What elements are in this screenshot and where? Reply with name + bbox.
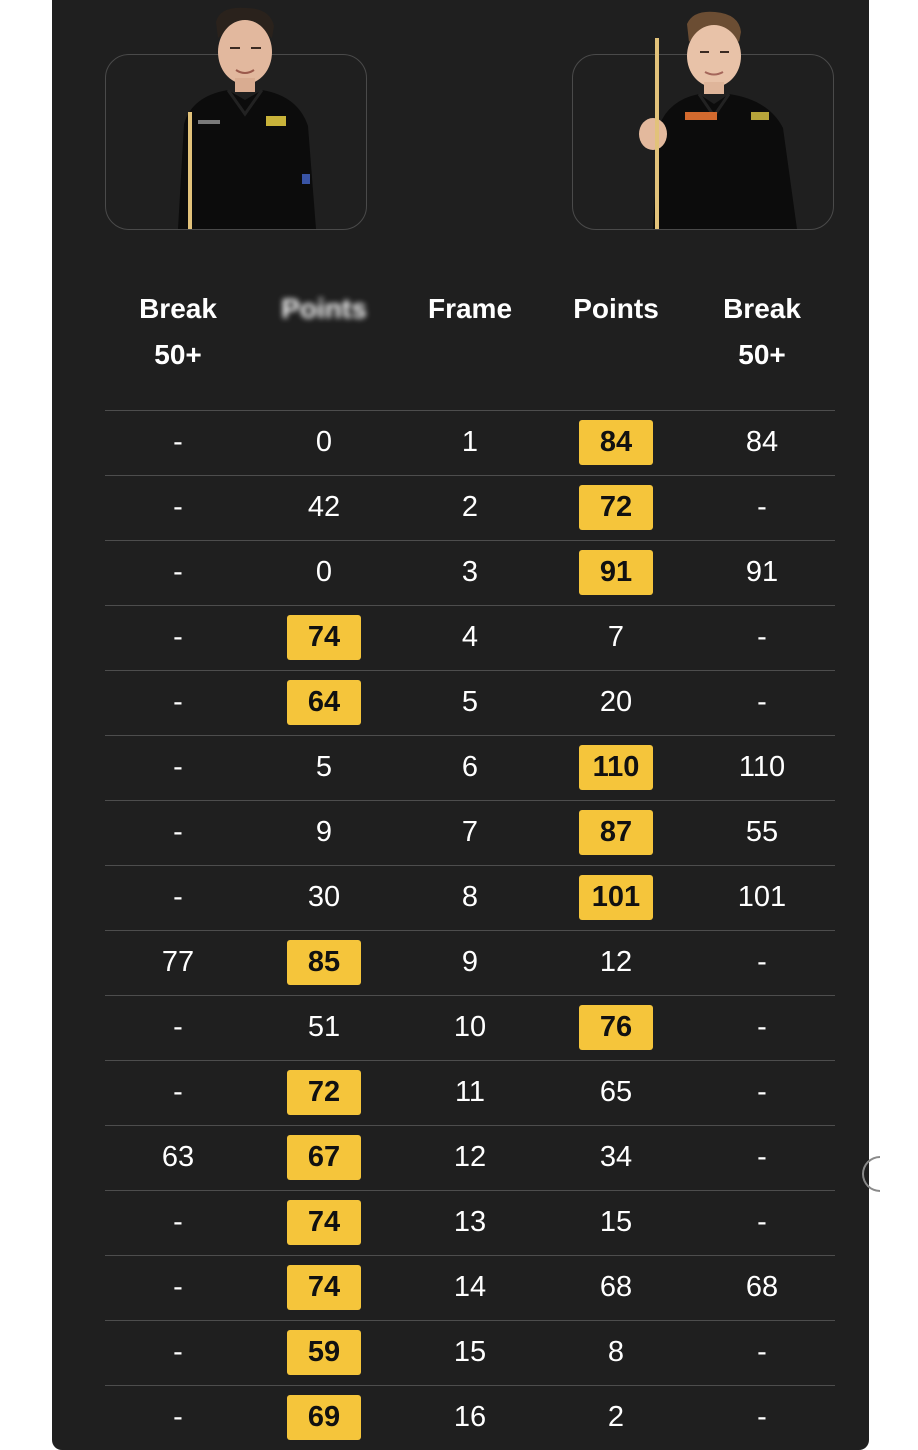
scoreboard-panel [52, 0, 869, 1450]
left-break-cell [105, 801, 251, 864]
left-break-value: - [173, 491, 183, 523]
right-break-value: - [757, 1141, 767, 1173]
right-break-cell [689, 931, 835, 994]
frame-cell [397, 801, 543, 864]
right-break-value: 91 [745, 556, 779, 588]
table-row [105, 865, 835, 930]
right-break-value: - [757, 686, 767, 718]
right-break-value: 110 [738, 751, 786, 783]
right-break-value: 101 [737, 881, 787, 913]
right-break-cell [689, 411, 835, 474]
frame-cell [397, 541, 543, 604]
frame-number: 5 [461, 686, 479, 718]
right-break-cell [689, 866, 835, 929]
left-points-value: 72 [287, 1070, 361, 1115]
frame-number: 7 [461, 816, 479, 848]
frame-cell [397, 476, 543, 539]
frame-number: 9 [461, 946, 479, 978]
right-points-cell [543, 476, 689, 539]
header-frame-label: Frame [427, 293, 513, 324]
left-break-cell [105, 606, 251, 669]
frame-cell [397, 411, 543, 474]
header-right-break [689, 286, 835, 378]
left-points-cell [251, 1256, 397, 1319]
left-points-value: 74 [287, 1265, 361, 1310]
right-points-value: 15 [599, 1206, 633, 1238]
player-card-left[interactable] [105, 54, 367, 230]
header-left-points [251, 286, 397, 332]
right-points-cell [543, 866, 689, 929]
left-break-cell [105, 1126, 251, 1189]
right-points-value: 68 [599, 1271, 633, 1303]
table-row [105, 540, 835, 605]
right-break-cell [689, 1256, 835, 1319]
table-row [105, 605, 835, 670]
table-row [105, 735, 835, 800]
frame-table [105, 410, 835, 1450]
left-break-cell [105, 1191, 251, 1254]
left-break-value: - [173, 751, 183, 783]
right-points-cell [543, 1061, 689, 1124]
left-points-cell [251, 1386, 397, 1449]
frame-cell [397, 671, 543, 734]
left-points-cell [251, 1321, 397, 1384]
right-break-value: - [757, 1011, 767, 1043]
frame-number: 16 [453, 1401, 487, 1433]
player-card-right[interactable] [572, 54, 834, 230]
left-break-cell [105, 1256, 251, 1319]
frame-number: 15 [453, 1336, 487, 1368]
frame-number: 14 [453, 1271, 487, 1303]
left-points-cell [251, 1061, 397, 1124]
left-break-value: - [173, 1011, 183, 1043]
right-points-value: 101 [579, 875, 653, 920]
left-points-value: 5 [315, 751, 333, 783]
right-break-value: - [757, 1206, 767, 1238]
left-break-value: - [173, 816, 183, 848]
right-points-cell [543, 1191, 689, 1254]
left-break-value: - [173, 556, 183, 588]
header-left-break-line2: 50+ [154, 339, 202, 370]
right-break-cell [689, 801, 835, 864]
frame-number: 2 [461, 491, 479, 523]
left-points-value: 0 [315, 556, 333, 588]
right-points-value: 72 [579, 485, 653, 530]
left-points-value: 67 [287, 1135, 361, 1180]
right-points-value: 20 [599, 686, 633, 718]
left-break-value: - [173, 426, 183, 458]
right-break-cell [689, 671, 835, 734]
left-break-value: - [173, 1206, 183, 1238]
header-right-break-line2: 50+ [738, 339, 786, 370]
right-break-cell [689, 1321, 835, 1384]
right-break-value: - [757, 1076, 767, 1108]
table-row [105, 1125, 835, 1190]
frame-cell [397, 1321, 543, 1384]
header-left-points-label: Points [281, 293, 367, 324]
right-break-value: - [757, 491, 767, 523]
frame-cell [397, 606, 543, 669]
right-points-cell [543, 541, 689, 604]
frame-number: 4 [461, 621, 479, 653]
right-points-value: 65 [599, 1076, 633, 1108]
left-break-value: - [173, 621, 183, 653]
frame-number: 13 [453, 1206, 487, 1238]
left-break-cell [105, 1321, 251, 1384]
right-points-cell [543, 1386, 689, 1449]
right-break-value: - [757, 1401, 767, 1433]
left-points-cell [251, 866, 397, 929]
header-left-break [105, 286, 251, 378]
right-points-cell [543, 1256, 689, 1319]
right-points-value: 110 [579, 745, 653, 790]
left-break-value: 63 [161, 1141, 195, 1173]
left-break-value: - [173, 1271, 183, 1303]
left-points-cell [251, 671, 397, 734]
left-points-value: 30 [307, 881, 341, 913]
right-points-cell [543, 801, 689, 864]
right-points-value: 84 [579, 420, 653, 465]
left-break-cell [105, 476, 251, 539]
frame-number: 8 [461, 881, 479, 913]
header-left-break-line1: Break [139, 293, 217, 324]
right-break-cell [689, 1126, 835, 1189]
right-break-value: 84 [745, 426, 779, 458]
right-points-value: 76 [579, 1005, 653, 1050]
table-row [105, 930, 835, 995]
right-break-cell [689, 541, 835, 604]
right-points-cell [543, 996, 689, 1059]
frame-cell [397, 1386, 543, 1449]
frame-number: 6 [461, 751, 479, 783]
right-break-cell [689, 1386, 835, 1449]
right-break-value: 55 [745, 816, 779, 848]
right-break-cell [689, 1191, 835, 1254]
table-row [105, 800, 835, 865]
left-points-value: 74 [287, 615, 361, 660]
table-row [105, 475, 835, 540]
left-points-cell [251, 411, 397, 474]
frame-cell [397, 1126, 543, 1189]
right-break-value: 68 [745, 1271, 779, 1303]
right-break-cell [689, 736, 835, 799]
frame-cell [397, 1256, 543, 1319]
right-points-value: 2 [607, 1401, 625, 1433]
right-points-value: 87 [579, 810, 653, 855]
header-frame [397, 286, 543, 332]
left-break-cell [105, 931, 251, 994]
frame-number: 3 [461, 556, 479, 588]
left-break-cell [105, 1386, 251, 1449]
left-break-cell [105, 671, 251, 734]
right-break-value: - [757, 946, 767, 978]
table-row [105, 670, 835, 735]
frame-cell [397, 996, 543, 1059]
frame-cell [397, 1061, 543, 1124]
frame-number: 11 [454, 1076, 486, 1108]
left-break-value: - [173, 881, 183, 913]
left-points-value: 74 [287, 1200, 361, 1245]
right-break-value: - [757, 621, 767, 653]
left-break-value: - [173, 686, 183, 718]
right-points-cell [543, 1126, 689, 1189]
left-break-cell [105, 541, 251, 604]
header-right-break-line1: Break [723, 293, 801, 324]
left-break-value: 77 [161, 946, 195, 978]
left-break-cell [105, 1061, 251, 1124]
player-photo-left-icon [158, 4, 328, 229]
left-break-value: - [173, 1401, 183, 1433]
left-points-value: 69 [287, 1395, 361, 1440]
left-break-cell [105, 411, 251, 474]
left-break-value: - [173, 1076, 183, 1108]
left-points-cell [251, 801, 397, 864]
left-points-value: 59 [287, 1330, 361, 1375]
right-break-value: - [757, 1336, 767, 1368]
left-points-value: 64 [287, 680, 361, 725]
left-points-cell [251, 1126, 397, 1189]
frame-number: 1 [461, 426, 479, 458]
right-break-cell [689, 1061, 835, 1124]
left-points-value: 9 [315, 816, 333, 848]
frame-cell [397, 866, 543, 929]
right-points-value: 8 [607, 1336, 625, 1368]
right-points-cell [543, 736, 689, 799]
table-row [105, 1385, 835, 1450]
left-points-cell [251, 1191, 397, 1254]
table-row [105, 1060, 835, 1125]
table-row [105, 1255, 835, 1320]
left-points-cell [251, 541, 397, 604]
right-break-cell [689, 476, 835, 539]
player-photo-right-icon [601, 4, 811, 229]
left-break-cell [105, 996, 251, 1059]
right-points-cell [543, 411, 689, 474]
left-points-value: 85 [287, 940, 361, 985]
left-break-cell [105, 866, 251, 929]
frame-cell [397, 1191, 543, 1254]
right-points-cell [543, 671, 689, 734]
left-points-value: 42 [307, 491, 341, 523]
left-break-value: - [173, 1336, 183, 1368]
frame-cell [397, 931, 543, 994]
right-points-value: 34 [599, 1141, 633, 1173]
right-points-value: 91 [579, 550, 653, 595]
frame-cell [397, 736, 543, 799]
right-points-cell [543, 606, 689, 669]
left-points-cell [251, 606, 397, 669]
right-break-cell [689, 996, 835, 1059]
frame-number: 12 [453, 1141, 487, 1173]
table-row [105, 1320, 835, 1385]
left-points-value: 0 [315, 426, 333, 458]
left-points-cell [251, 931, 397, 994]
left-points-cell [251, 996, 397, 1059]
right-points-cell [543, 931, 689, 994]
table-row [105, 995, 835, 1060]
left-points-cell [251, 736, 397, 799]
left-break-cell [105, 736, 251, 799]
header-right-points [543, 286, 689, 332]
right-points-value: 7 [607, 621, 625, 653]
right-break-cell [689, 606, 835, 669]
left-points-cell [251, 476, 397, 539]
right-points-value: 12 [599, 946, 633, 978]
left-points-value: 51 [307, 1011, 341, 1043]
frame-number: 10 [453, 1011, 487, 1043]
header-right-points-label: Points [573, 293, 659, 324]
table-row [105, 1190, 835, 1255]
right-points-cell [543, 1321, 689, 1384]
table-row [105, 410, 835, 475]
